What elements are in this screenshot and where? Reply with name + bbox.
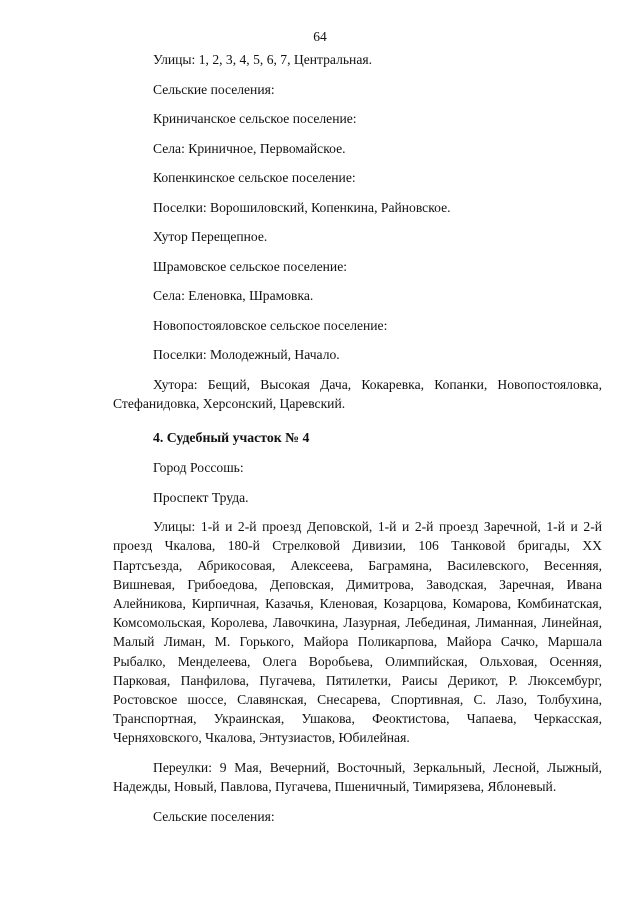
kopenkinskoe-settlements-list: Поселки: Ворошиловский, Копенкина, Райновское. — [153, 199, 451, 215]
rural-settlements-label: Сельские поселения: — [153, 81, 275, 97]
streets-paragraph: Улицы: 1-й и 2-й проезд Деповской, 1-й и 2-й проезд Заречной, 1-й и 2-й проезд Чкалова, 180-й Стрелковой Дивизии, 106 Танковой бригады, XX Партсъезда, Абрикосовая, Алексеева, Баграмяна, Василевского, Весенняя, Вишневая, Грибоедова, Деповская, Димитрова, Заводская, Заречная, Ивана Алейникова, Кирпичная, Казачья, Кленовая, Козарцова, Комарова, Комбинатская, Комсомольская, Королева, Лавочкина, Лазурная, Лебединая, Лиманная, Линейная, Малый Лиман, М. Горького, Майора Поликарпова, Майора Сачко, Маршала Рыбалко, Менделеева, Олега Воробьева, Олимпийская, Ольховая, Осенняя, Парковая, Панфилова, Пугачева, Пятилетки, Раисы Дерикот, Р. Люксембург, Ростовское шоссе, Славянская, Снесарева, Спортивная, С. Лазо, Толбухина, Транспортная, Украинская, Ушакова, Феоктистова, Чапаева, Черкасская, Черняховского, Чкалова, Энтузиастов, Юбилейная. — [113, 519, 602, 746]
krinichanskoe-villages: Села: Криничное, Первомайское. — [153, 140, 346, 156]
novopostoyalovskoe-khutors: Хутора: Бещий, Высокая Дача, Кокаревка, Копанки, Новопостояловка, Стефанидовка, Херсонский, Царевский. — [113, 376, 602, 411]
kopenkinskoe-settlement: Копенкинское сельское поселение: — [153, 170, 356, 185]
section-heading: 4. Судебный участок № 4 — [153, 430, 310, 446]
lanes-paragraph: Переулки: 9 Мая, Вечерний, Восточный, Зеркальный, Лесной, Лыжный, Надежды, Новый, Павлова, Пугачева, Пшеничный, Тимирязева, Яблоневый. — [113, 759, 602, 795]
prospect-line: Проспект Труда. — [153, 489, 249, 505]
page-content — [113, 50, 602, 836]
rural-settlements-label-bottom: Сельские поселения: — [153, 808, 275, 824]
city-label: Город Россошь: — [153, 460, 244, 476]
novopostoyalovskoe-settlement: Новопостояловское сельское поселение: — [153, 317, 388, 333]
shramovskoe-villages: Села: Еленовка, Шрамовка. — [153, 288, 314, 303]
page-number: 64 — [313, 29, 327, 44]
krinichanskoe-settlement: Криничанское сельское поселение: — [153, 111, 357, 126]
novopostoyalovskoe-settlements-list: Поселки: Молодежный, Начало. — [153, 347, 340, 362]
streets-line: Улицы: 1, 2, 3, 4, 5, 6, 7, Центральная. — [153, 52, 373, 67]
shramovskoe-settlement: Шрамовское сельское поселение: — [153, 258, 348, 274]
kopenkinskoe-khutor: Хутор Перещепное. — [153, 229, 268, 244]
